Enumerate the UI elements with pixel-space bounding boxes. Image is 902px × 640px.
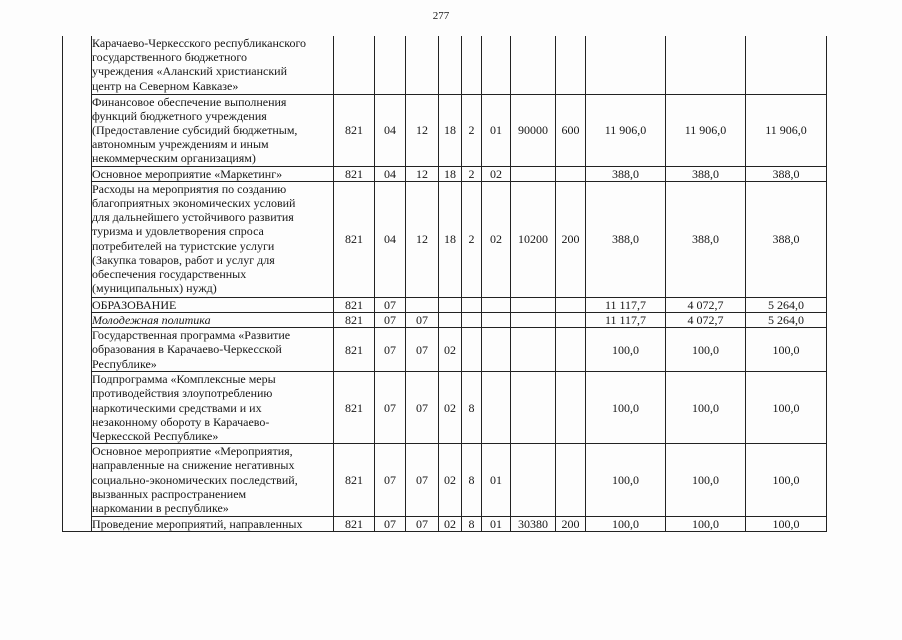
direction-code-cell [511,328,556,372]
ministry-code-cell: 821 [334,372,375,444]
expense-type-code-cell [556,372,586,444]
amount-year2-cell: 100,0 [666,517,746,532]
table-row [63,166,827,181]
subprogram-code-cell: 2 [462,94,482,166]
description-cell: Молодежная политика [92,312,334,327]
amount-year3-cell: 388,0 [746,181,827,297]
main-activity-code-cell [482,372,511,444]
amount-year1-cell: 11 117,7 [586,297,666,312]
ministry-code-cell: 821 [334,517,375,532]
table-row [63,36,827,94]
budget-table [62,36,827,532]
subsection-code-cell [406,297,439,312]
description-cell: ОБРАЗОВАНИЕ [92,297,334,312]
description-cell: Расходы на мероприятия по созданию благоприятных экономических условий для дальнейшего устойчивого развития туризма и удовлетворения спроса потребителей на туристские услуги (Закупка товаров, работ и услуг для обеспечения государственных (муниципальных) нужд) [92,181,334,297]
main-activity-code-cell [482,36,511,94]
program-code-cell [439,312,462,327]
section-code-cell [375,36,406,94]
subsection-code-cell: 07 [406,328,439,372]
table-row [63,328,827,372]
subprogram-code-cell: 8 [462,372,482,444]
direction-code-cell [511,36,556,94]
subprogram-code-cell: 2 [462,181,482,297]
section-code-cell: 07 [375,517,406,532]
index-column-cell [63,36,92,532]
subprogram-code-cell [462,36,482,94]
amount-year3-cell [746,36,827,94]
ministry-code-cell: 821 [334,94,375,166]
amount-year3-cell: 100,0 [746,517,827,532]
table-row [63,297,827,312]
expense-type-code-cell: 200 [556,517,586,532]
amount-year2-cell: 100,0 [666,372,746,444]
description-cell: Финансовое обеспечение выполнения функций бюджетного учреждения (Предоставление субсидий бюджетным, автономным учреждениям и иным некоммерческим организациям) [92,94,334,166]
amount-year1-cell: 388,0 [586,166,666,181]
section-code-cell: 07 [375,372,406,444]
amount-year1-cell: 100,0 [586,372,666,444]
table-row [63,181,827,297]
amount-year3-cell: 388,0 [746,166,827,181]
subsection-code-cell: 07 [406,444,439,517]
subprogram-code-cell [462,328,482,372]
amount-year2-cell: 100,0 [666,444,746,517]
subsection-code-cell: 07 [406,517,439,532]
expense-type-code-cell [556,297,586,312]
subprogram-code-cell: 8 [462,444,482,517]
main-activity-code-cell: 02 [482,181,511,297]
program-code-cell: 02 [439,444,462,517]
expense-type-code-cell [556,36,586,94]
expense-type-code-cell [556,328,586,372]
amount-year2-cell: 388,0 [666,181,746,297]
program-code-cell: 02 [439,328,462,372]
program-code-cell: 18 [439,166,462,181]
page-number: 277 [432,10,450,22]
description-cell: Проведение мероприятий, направленных [92,517,334,532]
subprogram-code-cell: 2 [462,166,482,181]
amount-year2-cell: 100,0 [666,328,746,372]
subsection-code-cell: 12 [406,94,439,166]
direction-code-cell: 30380 [511,517,556,532]
direction-code-cell [511,444,556,517]
amount-year1-cell: 100,0 [586,444,666,517]
main-activity-code-cell: 02 [482,166,511,181]
section-code-cell: 07 [375,312,406,327]
program-code-cell: 02 [439,517,462,532]
section-code-cell: 04 [375,166,406,181]
description-cell: Основное мероприятие «Мероприятия, направленные на снижение негативных социально-экономических последствий, вызванных распространением наркомании в республике» [92,444,334,517]
subsection-code-cell: 07 [406,372,439,444]
main-activity-code-cell: 01 [482,517,511,532]
description-cell: Подпрограмма «Комплексные меры противодействия злоупотреблению наркотическими средствами и их незаконному обороту в Карачаево- Черкесской Республике» [92,372,334,444]
subsection-code-cell: 07 [406,312,439,327]
main-activity-code-cell [482,312,511,327]
expense-type-code-cell: 200 [556,181,586,297]
amount-year1-cell: 388,0 [586,181,666,297]
amount-year2-cell: 11 906,0 [666,94,746,166]
table-row [63,312,827,327]
expense-type-code-cell [556,166,586,181]
section-code-cell: 04 [375,94,406,166]
ministry-code-cell: 821 [334,166,375,181]
section-code-cell: 07 [375,297,406,312]
amount-year3-cell: 5 264,0 [746,312,827,327]
ministry-code-cell: 821 [334,312,375,327]
direction-code-cell [511,372,556,444]
amount-year2-cell: 388,0 [666,166,746,181]
amount-year3-cell: 100,0 [746,444,827,517]
table-row [63,517,827,532]
amount-year2-cell: 4 072,7 [666,297,746,312]
direction-code-cell [511,312,556,327]
amount-year1-cell: 100,0 [586,517,666,532]
program-code-cell [439,36,462,94]
description-cell: Карачаево-Черкесского республиканского государственного бюджетного учреждения «Аланский христианский центр на Северном Кавказе» [92,36,334,94]
description-cell: Государственная программа «Развитие образования в Карачаево-Черкесской Республике» [92,328,334,372]
amount-year3-cell: 5 264,0 [746,297,827,312]
subprogram-code-cell [462,297,482,312]
main-activity-code-cell [482,328,511,372]
program-code-cell: 18 [439,181,462,297]
amount-year1-cell: 11 906,0 [586,94,666,166]
section-code-cell: 04 [375,181,406,297]
amount-year2-cell: 4 072,7 [666,312,746,327]
direction-code-cell [511,166,556,181]
main-activity-code-cell: 01 [482,94,511,166]
amount-year3-cell: 100,0 [746,372,827,444]
direction-code-cell: 10200 [511,181,556,297]
amount-year1-cell: 11 117,7 [586,312,666,327]
section-code-cell: 07 [375,444,406,517]
ministry-code-cell: 821 [334,181,375,297]
subsection-code-cell: 12 [406,181,439,297]
amount-year3-cell: 100,0 [746,328,827,372]
subprogram-code-cell [462,312,482,327]
direction-code-cell: 90000 [511,94,556,166]
amount-year1-cell [586,36,666,94]
main-activity-code-cell: 01 [482,444,511,517]
table-row [63,372,827,444]
amount-year3-cell: 11 906,0 [746,94,827,166]
table-row [63,94,827,166]
ministry-code-cell: 821 [334,297,375,312]
program-code-cell: 18 [439,94,462,166]
amount-year1-cell: 100,0 [586,328,666,372]
main-activity-code-cell [482,297,511,312]
direction-code-cell [511,297,556,312]
section-code-cell: 07 [375,328,406,372]
table-row [63,444,827,517]
subsection-code-cell: 12 [406,166,439,181]
ministry-code-cell: 821 [334,444,375,517]
program-code-cell [439,297,462,312]
expense-type-code-cell [556,444,586,517]
description-cell: Основное мероприятие «Маркетинг» [92,166,334,181]
subprogram-code-cell: 8 [462,517,482,532]
expense-type-code-cell [556,312,586,327]
amount-year2-cell [666,36,746,94]
subsection-code-cell [406,36,439,94]
expense-type-code-cell: 600 [556,94,586,166]
ministry-code-cell: 821 [334,328,375,372]
ministry-code-cell [334,36,375,94]
program-code-cell: 02 [439,372,462,444]
